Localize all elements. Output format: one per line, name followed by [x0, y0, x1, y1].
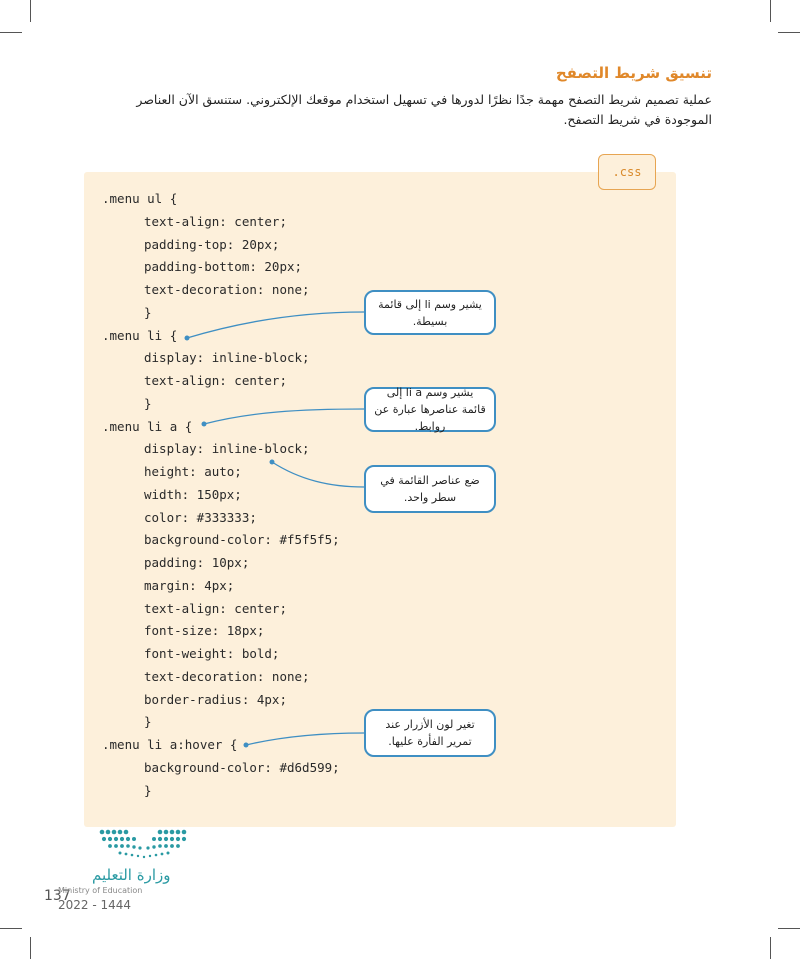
code-line: .menu li { [102, 327, 178, 343]
code-line: background-color: #d6d599; [144, 759, 340, 775]
css-file-tab: .css [598, 154, 656, 190]
code-line: width: 150px; [144, 486, 242, 502]
callout-li: يشير وسم li إلى قائمة بسيطة. [364, 290, 496, 335]
code-line: font-weight: bold; [144, 646, 280, 661]
code-line: } [144, 714, 152, 730]
code-line: .menu ul { [102, 191, 178, 206]
code-line: padding-top: 20px; [144, 236, 280, 252]
code-line: border-radius: 4px; [144, 691, 287, 707]
code-line: margin: 4px; [144, 577, 235, 593]
code-line: } [144, 304, 152, 320]
callout-li-a: يشير وسم li a إلى قائمة عناصرها عبارة عن روابط. [364, 387, 496, 432]
code-line: padding: 10px; [144, 555, 250, 570]
section-heading: تنسيق شريط التصفح [555, 64, 712, 82]
code-line: text-decoration: none; [144, 668, 310, 684]
code-line: display: inline-block; [144, 350, 310, 366]
code-line: color: #333333; [144, 509, 257, 525]
edition-year: 2022 - 1444 [58, 898, 132, 912]
code-line: font-size: 18px; [144, 623, 265, 639]
code-line: text-align: center; [144, 373, 287, 388]
code-line: } [144, 782, 152, 798]
code-line: background-color: #f5f5f5; [144, 532, 340, 548]
callout-hover: تغير لون الأزرار عند تمرير الفأرة عليها. [364, 709, 496, 757]
code-line: text-decoration: none; [144, 282, 310, 297]
code-line: padding-bottom: 20px; [144, 259, 303, 275]
code-line: text-align: center; [144, 600, 287, 616]
code-line: text-align: center; [144, 213, 287, 229]
code-line: display: inline-block; [144, 441, 310, 457]
callout-inline-block: ضع عناصر القائمة في سطر واحد. [364, 465, 496, 513]
ministry-logo-icon [98, 827, 194, 861]
intro-paragraph: عملية تصميم شريط التصفح مهمة جدًا نظرًا لدورها في تسهيل استخدام موقعك الإلكتروني. ستنسق الآن العناصر الموجودة في شريط التصفح. [136, 92, 712, 127]
page-number: 137 [44, 888, 71, 904]
ministry-name-arabic: وزارة التعليم [92, 866, 171, 884]
code-line: height: auto; [144, 464, 242, 479]
code-line: .menu li a { [102, 418, 193, 434]
code-line: } [144, 395, 152, 411]
ministry-name-english: Ministry of Education [58, 886, 143, 895]
code-line: .menu li a:hover { [102, 737, 238, 752]
